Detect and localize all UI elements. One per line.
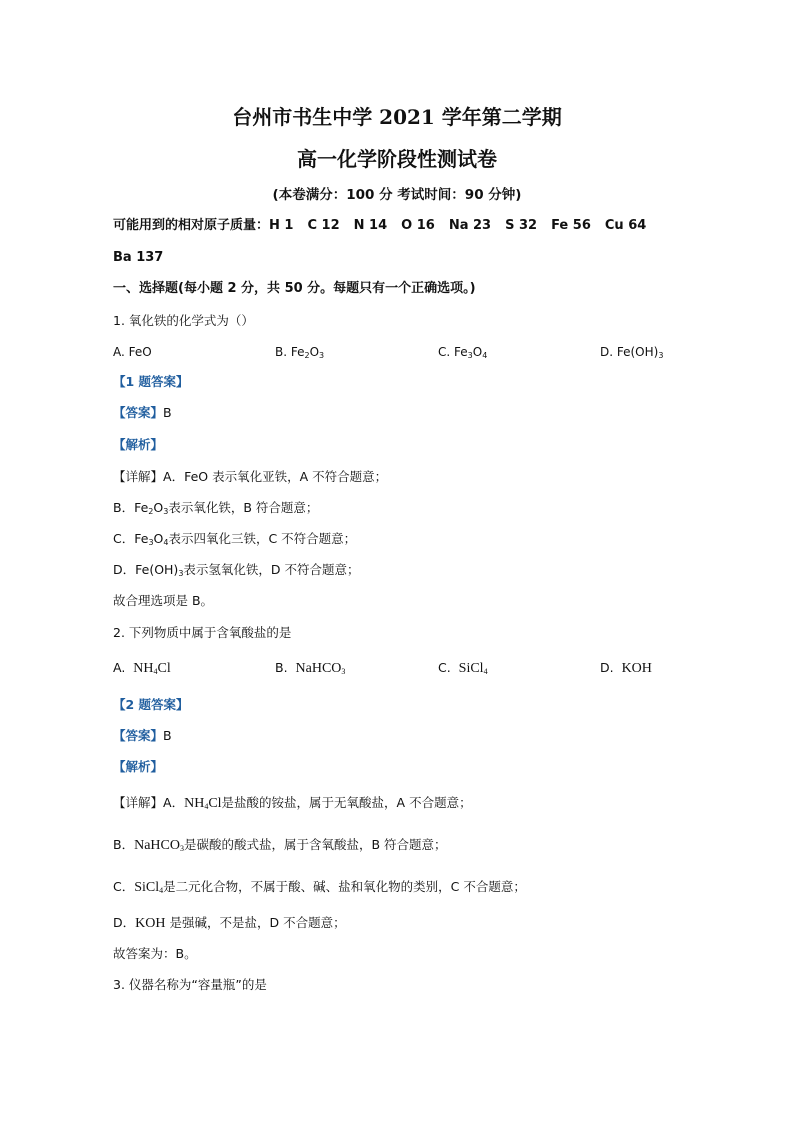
question-stem: 3. 仪器名称为“容量瓶”的是: [113, 977, 267, 992]
exam-subtitle: 高一化学阶段性测试卷: [297, 147, 497, 171]
detail-line: 【详解】A．$NH_4Cl$是盐酸的铵盐，属于无氧酸盐，A 不合题意；: [113, 795, 472, 811]
atomic-mass-item: Cu 64: [604, 218, 647, 233]
answer-section-tag: 【1 题答案】: [113, 374, 189, 389]
atomic-mass-item: N 14: [353, 218, 388, 233]
detail-line: C．SiCl$_4$是二元化合物，不属于酸、碱、盐和氧化物的类别，C 不合题意；: [113, 879, 526, 895]
question-stem: 1. 氧化铁的化学式为（）: [113, 313, 254, 328]
analysis-tag: 【解析】: [113, 437, 164, 452]
atomic-mass-item: S 32: [505, 218, 538, 233]
detail-line: D．$Fe(OH)_3$表示氢氧化铁，D 不符合题意；: [113, 562, 360, 578]
atomic-mass-item: Fe 56: [551, 218, 591, 233]
atomic-mass-line: [113, 218, 660, 234]
atomic-mass-item: C 12: [307, 218, 340, 233]
answer-line: 【答案】B: [113, 405, 172, 420]
option-b: B. NaHCO$_3$: [275, 660, 346, 676]
detail-line: C．$Fe_3O_4$表示四氧化三铁，C 不符合题意；: [113, 531, 357, 547]
detail-line: B．$Fe_2O_3$表示氧化铁，B 符合题意；: [113, 500, 319, 516]
atomic-mass-label: 可能用到的相对原子质量：: [113, 218, 270, 233]
answer-line: 【答案】B: [113, 728, 172, 743]
option-c: C. SiCl$_4$: [438, 660, 488, 676]
atomic-mass-item: O 16: [401, 218, 435, 233]
detail-line: D．KOH 是强碱，不是盐，D 不合题意；: [113, 915, 346, 931]
conclusion-line: 故合理选项是 B。: [113, 593, 214, 608]
section-heading: 一、选择题(每小题 2 分，共 50 分。每题只有一个正确选项。): [113, 281, 476, 296]
answer-section-tag: 【2 题答案】: [113, 697, 189, 712]
analysis-tag: 【解析】: [113, 759, 164, 774]
conclusion-line: 故答案为：B。: [113, 946, 197, 961]
question-stem: 2. 下列物质中属于含氧酸盐的是: [113, 625, 292, 640]
option-d: D. KOH: [600, 660, 652, 676]
atomic-mass-item: Ba 137: [113, 250, 164, 265]
exam-info: (本卷满分：100 分 考试时间：90 分钟): [272, 187, 522, 203]
detail-line: B．NaHCO$_3$是碳酸的酸式盐，属于含氧酸盐，B 符合题意；: [113, 837, 447, 853]
option-a: A. FeO: [113, 345, 152, 359]
exam-title: 台州市书生中学 2021 学年第二学期: [232, 105, 562, 129]
option-c: C. $Fe_3O_4$: [438, 345, 488, 360]
atomic-mass-item: Na 23: [448, 218, 492, 233]
option-d: D. $Fe(OH)_3$: [600, 345, 664, 360]
option-a: A. $NH_4Cl$: [113, 660, 171, 676]
atomic-mass-item: H 1: [269, 218, 294, 233]
option-b: B. $Fe_2O_3$: [275, 345, 325, 360]
detail-line: 【详解】A．FeO 表示氧化亚铁，A 不符合题意；: [113, 469, 388, 484]
